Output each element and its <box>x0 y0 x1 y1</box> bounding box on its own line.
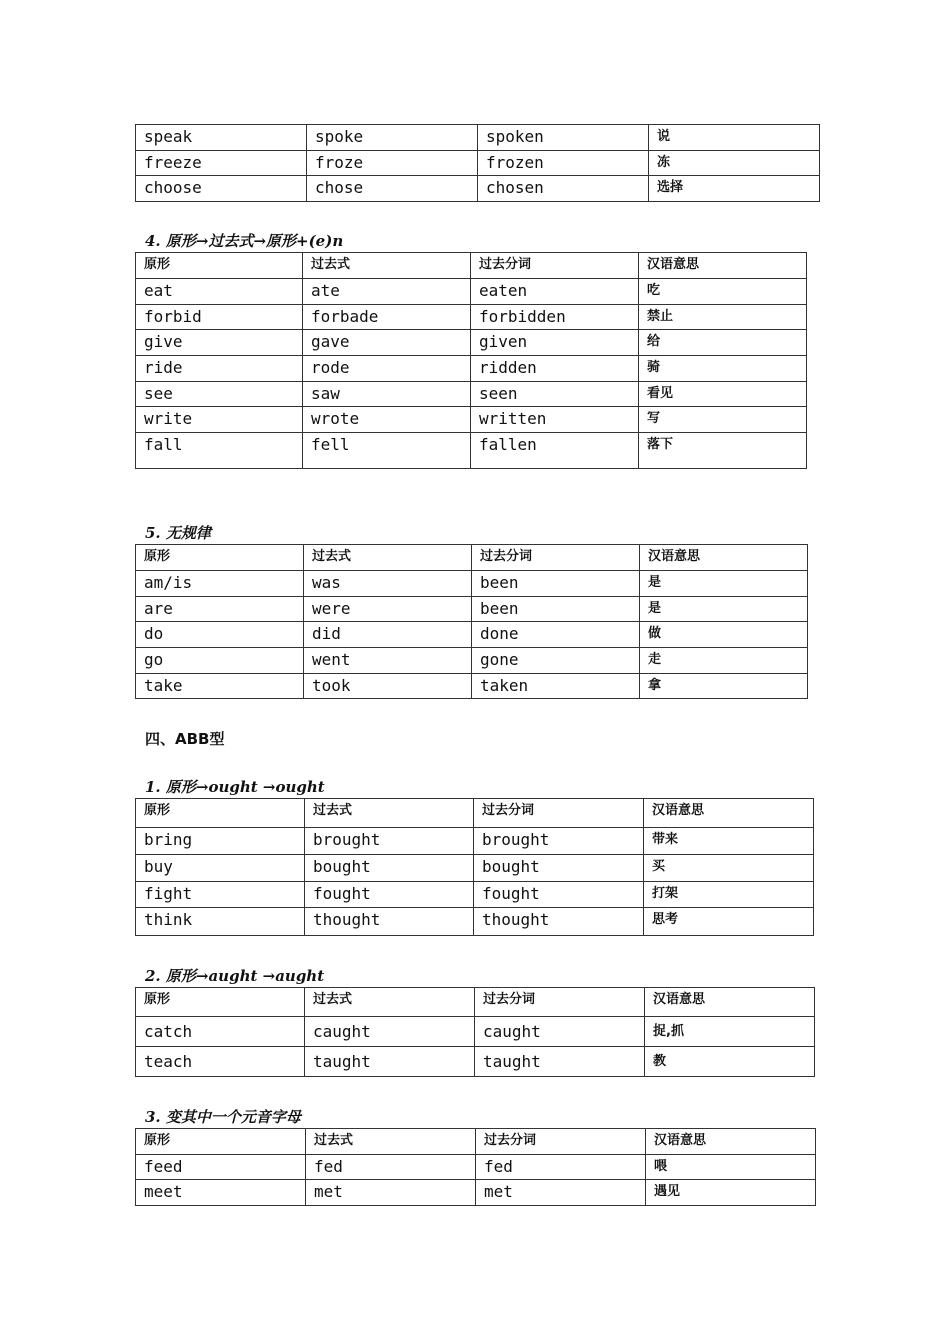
table-row <box>136 597 808 622</box>
past-tense-cell: saw <box>303 382 471 407</box>
base-form-cell: ride <box>136 356 303 382</box>
column-header: 原形 <box>136 1129 306 1155</box>
meaning-cell: 思考 <box>644 908 814 936</box>
table-body <box>136 1129 816 1206</box>
table-header-row <box>136 988 815 1017</box>
section-heading: 2. 原形→aught →aught <box>145 967 325 985</box>
column-header: 过去式 <box>305 988 475 1017</box>
past-tense-cell: thought <box>305 908 474 936</box>
past-tense-cell: taught <box>305 1047 475 1077</box>
meaning-cell: 给 <box>639 330 807 356</box>
section-heading: 5. 无规律 <box>145 524 211 542</box>
table-row <box>136 1155 816 1180</box>
past-tense-cell: rode <box>303 356 471 382</box>
past-participle-cell: taught <box>475 1047 645 1077</box>
meaning-cell: 冻 <box>649 151 820 176</box>
base-form-cell: catch <box>136 1017 305 1047</box>
table-row <box>136 882 814 908</box>
meaning-cell: 选择 <box>649 176 820 202</box>
past-tense-cell: wrote <box>303 407 471 433</box>
meaning-cell: 喂 <box>646 1155 816 1180</box>
base-form-cell: see <box>136 382 303 407</box>
column-header: 过去分词 <box>471 253 639 279</box>
past-tense-cell: chose <box>307 176 478 202</box>
base-form-cell: do <box>136 622 304 648</box>
past-tense-cell: ate <box>303 279 471 305</box>
past-participle-cell: met <box>476 1180 646 1206</box>
part-title: 四、ABB型 <box>145 730 225 748</box>
past-tense-cell: gave <box>303 330 471 356</box>
meaning-cell: 捉,抓 <box>645 1017 815 1047</box>
past-tense-cell: spoke <box>307 125 478 151</box>
past-participle-cell: eaten <box>471 279 639 305</box>
base-form-cell: am/is <box>136 571 304 597</box>
past-participle-cell: ridden <box>471 356 639 382</box>
table-row <box>136 356 807 382</box>
meaning-cell: 是 <box>640 597 808 622</box>
meaning-cell: 说 <box>649 125 820 151</box>
past-participle-cell: frozen <box>478 151 649 176</box>
table-body <box>136 253 807 469</box>
table-header-row <box>136 1129 816 1155</box>
table-row <box>136 855 814 882</box>
past-tense-cell: went <box>304 648 472 674</box>
base-form-cell: bring <box>136 828 305 855</box>
past-tense-cell: was <box>304 571 472 597</box>
table-body <box>136 545 808 699</box>
base-form-cell: think <box>136 908 305 936</box>
table-body <box>136 799 814 936</box>
meaning-cell: 买 <box>644 855 814 882</box>
column-header: 过去分词 <box>474 799 644 828</box>
column-header: 过去式 <box>305 799 474 828</box>
base-form-cell: buy <box>136 855 305 882</box>
table-row <box>136 330 807 356</box>
past-participle-cell: given <box>471 330 639 356</box>
column-header: 过去式 <box>304 545 472 571</box>
past-tense-cell: were <box>304 597 472 622</box>
meaning-cell: 看见 <box>639 382 807 407</box>
meaning-cell: 落下 <box>639 433 807 469</box>
past-tense-cell: caught <box>305 1017 475 1047</box>
table-header-row <box>136 253 807 279</box>
column-header: 原形 <box>136 545 304 571</box>
past-tense-cell: bought <box>305 855 474 882</box>
column-header: 过去分词 <box>475 988 645 1017</box>
past-tense-cell: took <box>304 674 472 699</box>
past-tense-cell: brought <box>305 828 474 855</box>
base-form-cell: take <box>136 674 304 699</box>
past-participle-cell: taken <box>472 674 640 699</box>
meaning-cell: 遇见 <box>646 1180 816 1206</box>
verb-table-ought <box>135 798 814 936</box>
meaning-cell: 禁止 <box>639 305 807 330</box>
verb-table-vowel-change <box>135 1128 816 1206</box>
table-header-row <box>136 799 814 828</box>
table-row <box>136 125 820 151</box>
table-row <box>136 1180 816 1206</box>
meaning-cell: 吃 <box>639 279 807 305</box>
base-form-cell: teach <box>136 1047 305 1077</box>
table-header-row <box>136 545 808 571</box>
base-form-cell: choose <box>136 176 307 202</box>
table-row <box>136 433 807 469</box>
table-row <box>136 1047 815 1077</box>
past-participle-cell: fallen <box>471 433 639 469</box>
base-form-cell: eat <box>136 279 303 305</box>
section-heading: 3. 变其中一个元音字母 <box>145 1108 301 1126</box>
meaning-cell: 带来 <box>644 828 814 855</box>
table-row <box>136 305 807 330</box>
past-participle-cell: seen <box>471 382 639 407</box>
past-tense-cell: froze <box>307 151 478 176</box>
base-form-cell: fight <box>136 882 305 908</box>
base-form-cell: forbid <box>136 305 303 330</box>
past-participle-cell: written <box>471 407 639 433</box>
base-form-cell: give <box>136 330 303 356</box>
meaning-cell: 写 <box>639 407 807 433</box>
past-participle-cell: spoken <box>478 125 649 151</box>
past-tense-cell: fed <box>306 1155 476 1180</box>
meaning-cell: 教 <box>645 1047 815 1077</box>
base-form-cell: write <box>136 407 303 433</box>
column-header: 汉语意思 <box>640 545 808 571</box>
past-participle-cell: fed <box>476 1155 646 1180</box>
past-tense-cell: fell <box>303 433 471 469</box>
verb-table-en-participle <box>135 252 807 469</box>
past-participle-cell: forbidden <box>471 305 639 330</box>
table-row <box>136 622 808 648</box>
column-header: 汉语意思 <box>645 988 815 1017</box>
column-header: 过去式 <box>303 253 471 279</box>
base-form-cell: fall <box>136 433 303 469</box>
table-row <box>136 1017 815 1047</box>
base-form-cell: feed <box>136 1155 306 1180</box>
past-tense-cell: did <box>304 622 472 648</box>
column-header: 过去式 <box>306 1129 476 1155</box>
past-participle-cell: gone <box>472 648 640 674</box>
table-body <box>136 988 815 1077</box>
table-row <box>136 571 808 597</box>
table-row <box>136 151 820 176</box>
section-heading: 4. 原形→过去式→原形+(e)n <box>145 232 344 250</box>
past-tense-cell: met <box>306 1180 476 1206</box>
table-row <box>136 382 807 407</box>
past-participle-cell: caught <box>475 1017 645 1047</box>
column-header: 汉语意思 <box>639 253 807 279</box>
meaning-cell: 是 <box>640 571 808 597</box>
past-participle-cell: chosen <box>478 176 649 202</box>
past-participle-cell: done <box>472 622 640 648</box>
table-row <box>136 279 807 305</box>
verb-table-irregular <box>135 544 808 699</box>
base-form-cell: go <box>136 648 304 674</box>
column-header: 过去分词 <box>476 1129 646 1155</box>
verb-table-continued <box>135 124 820 202</box>
column-header: 原形 <box>136 988 305 1017</box>
past-participle-cell: bought <box>474 855 644 882</box>
base-form-cell: freeze <box>136 151 307 176</box>
table-row <box>136 407 807 433</box>
table-row <box>136 176 820 202</box>
meaning-cell: 做 <box>640 622 808 648</box>
past-tense-cell: forbade <box>303 305 471 330</box>
past-participle-cell: thought <box>474 908 644 936</box>
column-header: 原形 <box>136 253 303 279</box>
column-header: 原形 <box>136 799 305 828</box>
base-form-cell: speak <box>136 125 307 151</box>
section-heading: 1. 原形→ought →ought <box>145 778 325 796</box>
past-participle-cell: been <box>472 597 640 622</box>
meaning-cell: 走 <box>640 648 808 674</box>
meaning-cell: 打架 <box>644 882 814 908</box>
past-participle-cell: fought <box>474 882 644 908</box>
past-tense-cell: fought <box>305 882 474 908</box>
column-header: 汉语意思 <box>646 1129 816 1155</box>
past-participle-cell: been <box>472 571 640 597</box>
table-row <box>136 908 814 936</box>
table-body <box>136 125 820 202</box>
meaning-cell: 骑 <box>639 356 807 382</box>
base-form-cell: are <box>136 597 304 622</box>
table-row <box>136 828 814 855</box>
table-row <box>136 674 808 699</box>
past-participle-cell: brought <box>474 828 644 855</box>
column-header: 汉语意思 <box>644 799 814 828</box>
base-form-cell: meet <box>136 1180 306 1206</box>
table-row <box>136 648 808 674</box>
meaning-cell: 拿 <box>640 674 808 699</box>
verb-table-aught <box>135 987 815 1077</box>
column-header: 过去分词 <box>472 545 640 571</box>
